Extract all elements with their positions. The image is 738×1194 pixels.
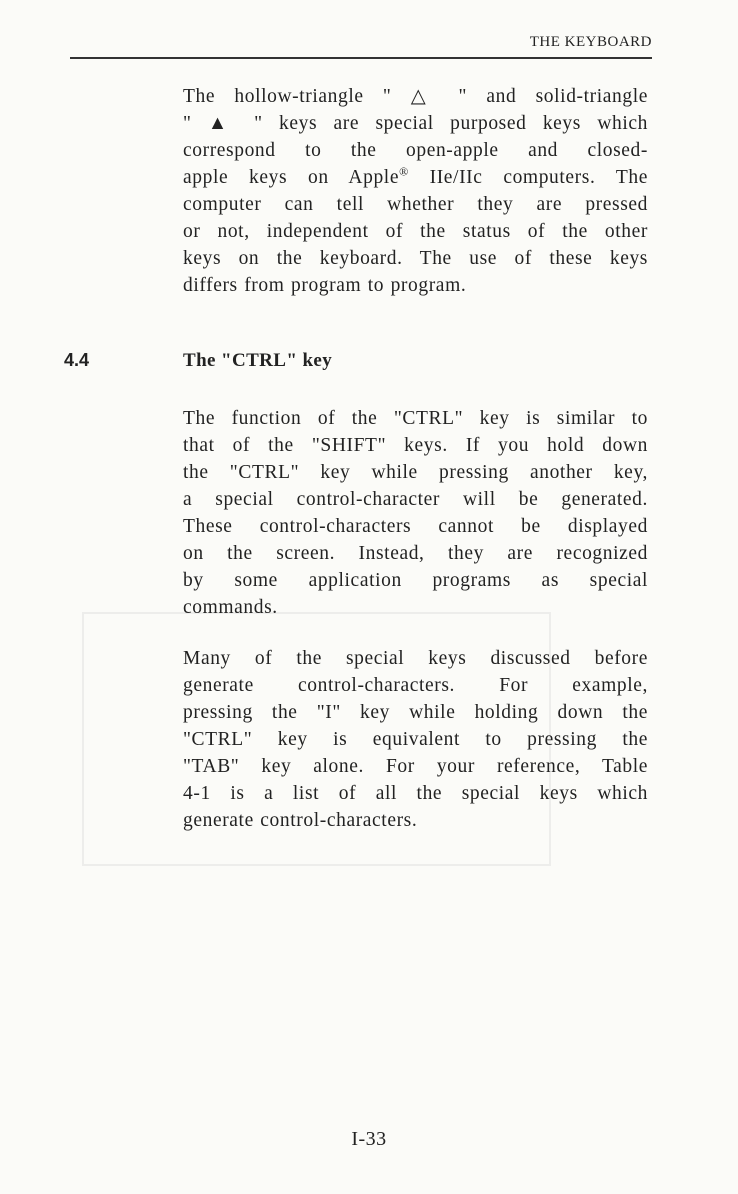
page-number: I-33 [351,1128,387,1150]
text-line: a special control-character will be generated. [183,489,648,510]
text-line: correspond to the open-apple and closed- [183,140,648,161]
paragraph-triangle-keys [183,83,648,299]
text-line [183,164,648,191]
header-rule [70,57,652,59]
text-line: keys on the keyboard. The use of these keys [183,248,648,269]
text-line: Many of the special keys discussed before [183,648,648,669]
registered-mark: ® [399,164,409,179]
text-line: 4-1 is a list of all the special keys which [183,783,648,804]
text-line: pressing the "I" key while holding down the [183,702,648,723]
section-title: The "CTRL" key [183,350,333,371]
text-line: The function of the "CTRL" key is similar to [183,408,648,429]
text-line: generate control-characters. [183,810,418,831]
running-header: THE KEYBOARD [529,34,652,50]
paragraph-ctrl-function [183,405,648,621]
text-line: "CTRL" key is equivalent to pressing the [183,729,648,750]
section-number: 4.4 [64,350,90,370]
text-line: the "CTRL" key while pressing another key, [183,462,648,483]
text-line: that of the "SHIFT" keys. If you hold down [183,435,648,456]
text-fragment: IIe/IIc computers. The [408,167,648,188]
text-line: "TAB" key alone. For your reference, Table [183,756,648,777]
text-fragment: apple keys on Apple [183,167,400,188]
text-line: The hollow-triangle " △ " and solid-triangle [183,86,648,107]
text-line: " ▲ " keys are special purposed keys which [183,113,648,134]
text-line: differs from program to program. [183,275,467,296]
text-line: by some application programs as special [183,570,648,591]
paragraph-control-characters [183,645,648,834]
text-line: These control-characters cannot be displayed [183,516,648,537]
text-line: commands. [183,597,278,618]
text-line: computer can tell whether they are pressed [183,194,648,215]
text-line: or not, independent of the status of the other [183,221,648,242]
text-line: on the screen. Instead, they are recognized [183,543,648,564]
text-line: generate control-characters. For example, [183,675,648,696]
